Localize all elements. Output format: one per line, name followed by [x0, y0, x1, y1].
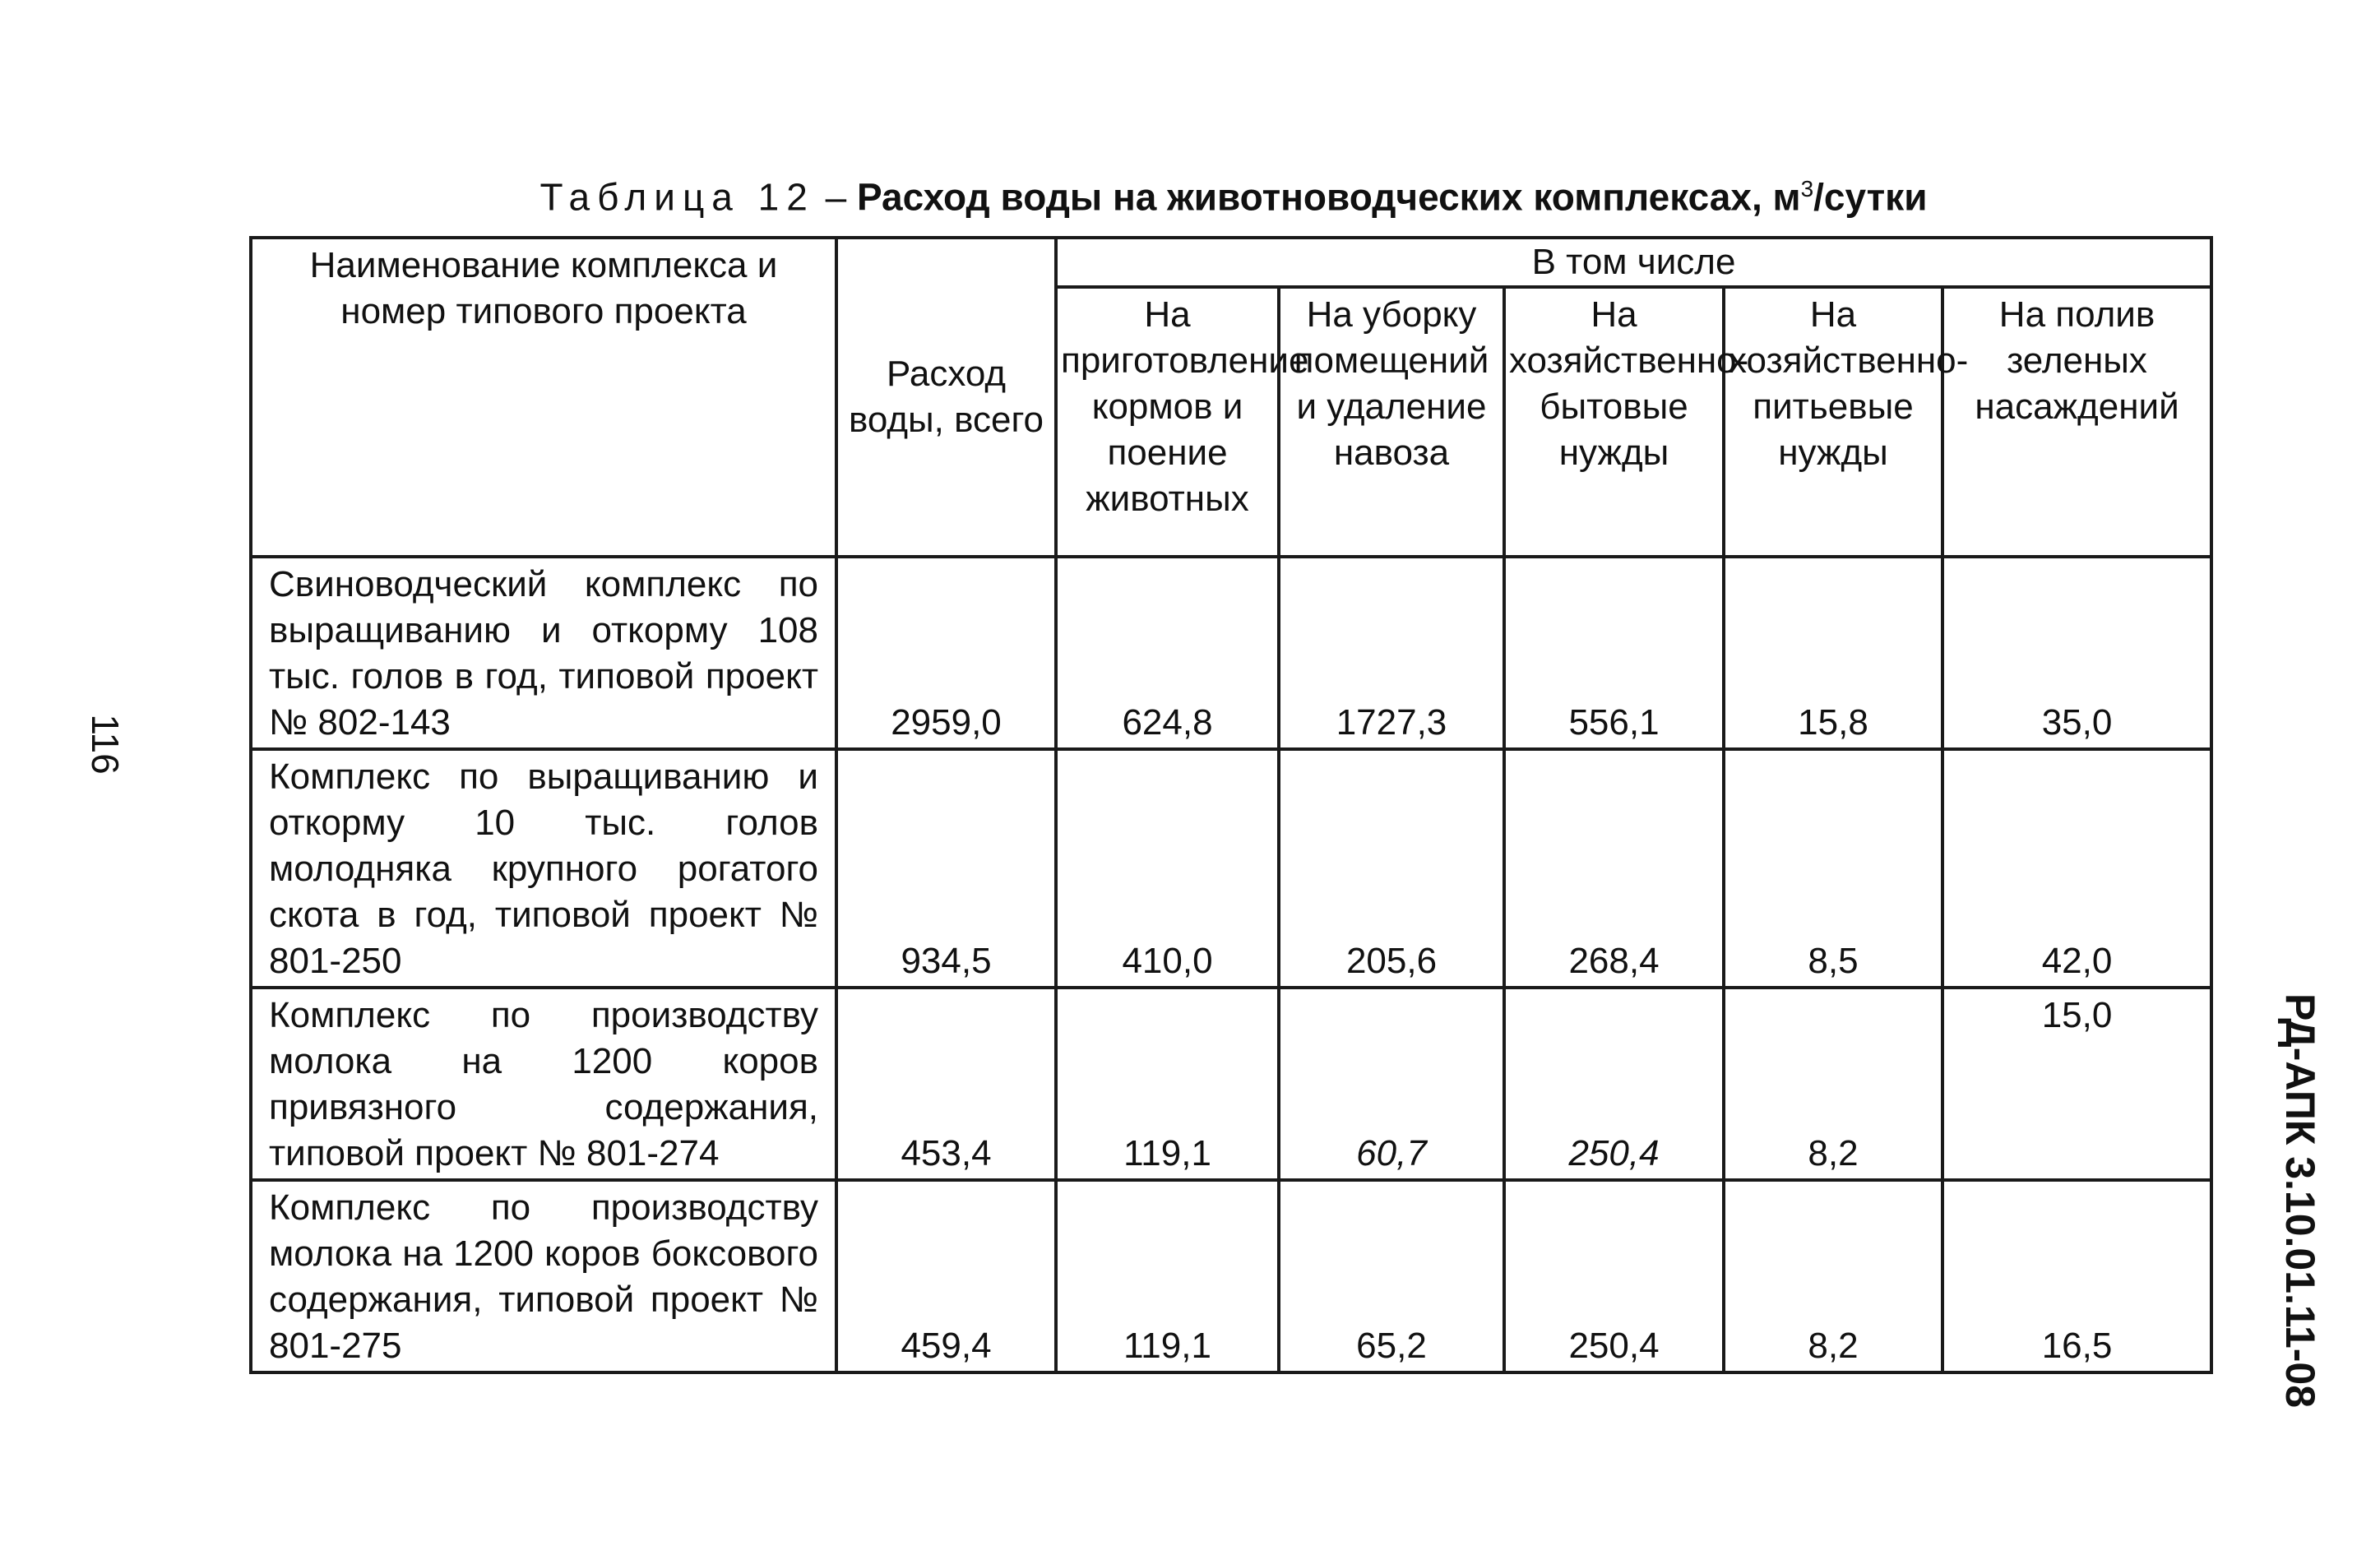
header-household: На хозяйственно-бытовые нужды	[1504, 287, 1724, 557]
row-name: Комплекс по производству молока на 1200 коров привязного содержания, типовой проект № 801-274	[251, 988, 836, 1180]
header-name: Наименование комплекса и номер типового проекта	[251, 238, 836, 557]
cell-watering: 42,0	[1942, 749, 2211, 988]
table-row	[251, 557, 2211, 749]
water-consumption-table	[249, 236, 2213, 1374]
cell-drinking: 8,2	[1724, 1180, 1942, 1372]
cell-total: 934,5	[836, 749, 1056, 988]
header-cleaning: На уборку помещений и удаление навоза	[1279, 287, 1504, 557]
cell-drinking: 8,2	[1724, 988, 1942, 1180]
cell-watering: 16,5	[1942, 1180, 2211, 1372]
cell-total: 2959,0	[836, 557, 1056, 749]
row-name: Комплекс по производству молока на 1200 коров боксового содержания, типовой проект № 801-275	[251, 1180, 836, 1372]
cell-household: 250,4	[1504, 988, 1724, 1180]
table-caption-dash: –	[814, 175, 857, 219]
header-drinking: На хозяйственно-питьевые нужды	[1724, 287, 1942, 557]
cell-cleaning: 1727,3	[1279, 557, 1504, 749]
page-number: 116	[84, 714, 127, 775]
cell-drinking: 15,8	[1724, 557, 1942, 749]
cell-feed: 410,0	[1056, 749, 1279, 988]
header-watering: На полив зеленых насаждений	[1942, 287, 2211, 557]
table-caption	[247, 164, 2220, 221]
cell-total: 453,4	[836, 988, 1056, 1180]
cell-household: 556,1	[1504, 557, 1724, 749]
table-caption-unit: /сутки	[1813, 175, 1928, 219]
cell-feed: 624,8	[1056, 557, 1279, 749]
table-row	[251, 1180, 2211, 1372]
table-row	[251, 988, 2211, 1180]
document-code: РД-АПК 3.10.01.11-08	[2277, 993, 2323, 1409]
header-including: В том числе	[1056, 238, 2211, 287]
cell-feed: 119,1	[1056, 988, 1279, 1180]
table-caption-superscript: 3	[1800, 176, 1814, 201]
cell-cleaning: 60,7	[1279, 988, 1504, 1180]
cell-cleaning: 65,2	[1279, 1180, 1504, 1372]
header-feed: На приготовление кормов и поение животных	[1056, 287, 1279, 557]
cell-household: 250,4	[1504, 1180, 1724, 1372]
table-row	[251, 749, 2211, 988]
header-total: Расход воды, всего	[836, 238, 1056, 557]
cell-feed: 119,1	[1056, 1180, 1279, 1372]
cell-cleaning: 205,6	[1279, 749, 1504, 988]
table-caption-label: Таблица 12	[539, 175, 815, 219]
cell-watering: 35,0	[1942, 557, 2211, 749]
cell-household: 268,4	[1504, 749, 1724, 988]
row-name: Свиноводческий комплекс по выращиванию и откорму 108 тыс. голов в год, типовой проект № 802-143	[251, 557, 836, 749]
row-name: Комплекс по выращиванию и откорму 10 тыс. голов молодняка крупного рогатого скота в год, типовой проект № 801-250	[251, 749, 836, 988]
cell-total: 459,4	[836, 1180, 1056, 1372]
cell-watering: 15,0	[1942, 988, 2211, 1180]
table-caption-title: Расход воды на животноводческих комплексах, м	[856, 175, 1801, 219]
header-row	[251, 238, 2211, 287]
cell-drinking: 8,5	[1724, 749, 1942, 988]
